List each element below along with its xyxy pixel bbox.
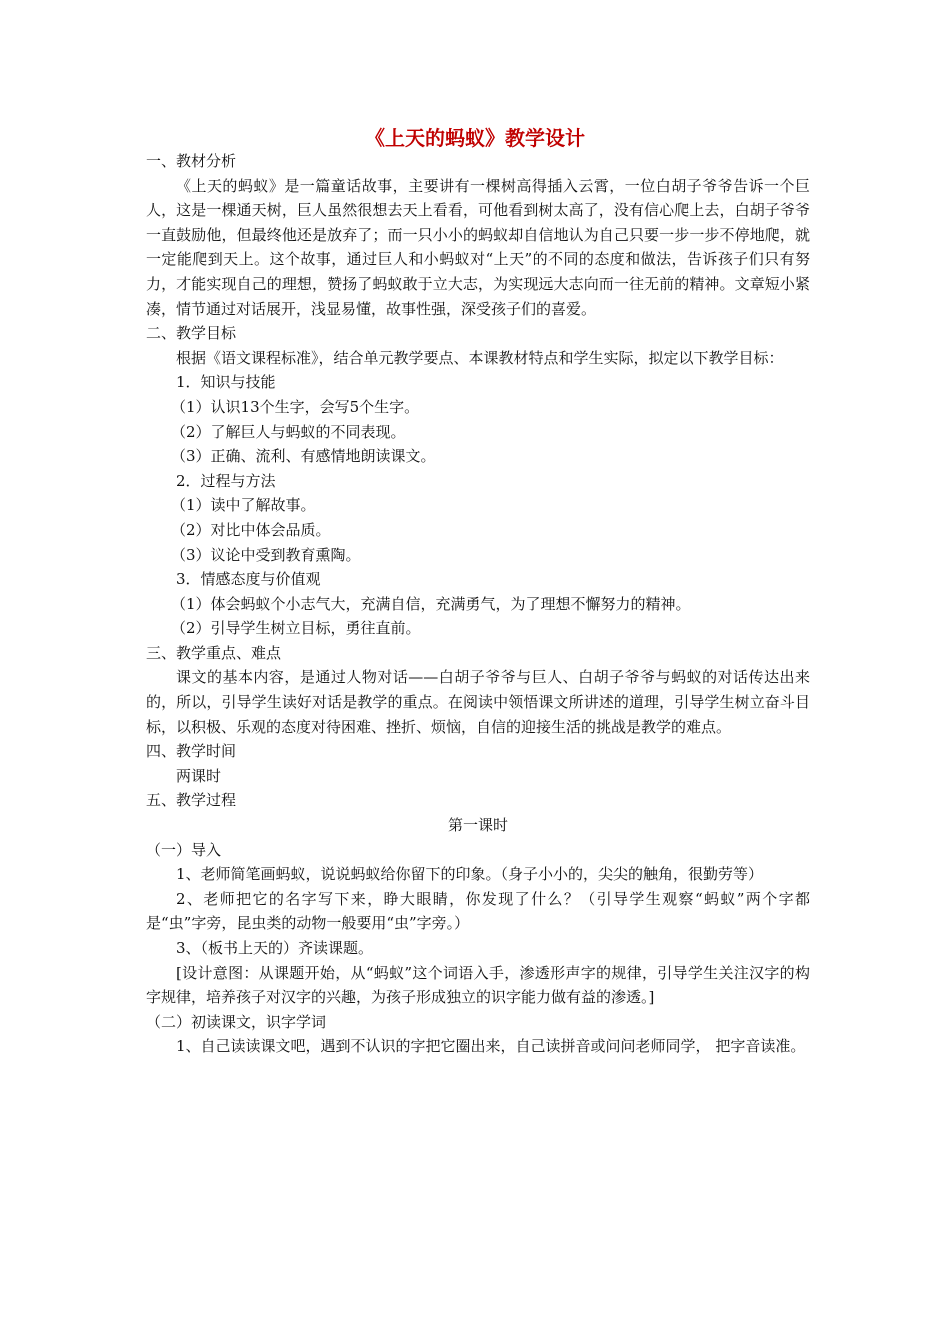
process-1-item: 1、老师简笔画蚂蚁，说说蚂蚁给你留下的印象。（身子小小的，尖尖的触角，很勤劳等）: [176, 865, 764, 884]
goal-1-item: （2）了解巨人与蚂蚁的不同表现。: [171, 422, 406, 441]
section-heading-2: 二、教学目标: [146, 324, 237, 343]
document-body: [146, 149, 810, 1059]
goal-2-item: （3）议论中受到教育熏陶。: [171, 545, 361, 564]
section-heading-3: 三、教学重点、难点: [146, 643, 282, 662]
section-2-paragraph: 根据《语文课程标准》，结合单元教学要点、本课教材特点和学生实际，拟定以下教学目标：: [176, 348, 784, 367]
goal-heading-3: 3．情感态度与价值观: [176, 570, 321, 589]
design-note: [设计意图：从课题开始，从“蚂蚁”这个词语入手，渗透形声字的规律，引导学生关注汉字的构字规律，培养孩子对汉字的兴趣，为孩子形成独立的识字能力做有益的渗透。]: [146, 963, 810, 1007]
process-1-item: 2、老师把它的名字写下来，睁大眼睛，你发现了什么？（引导学生观察“蚂蚁”两个字都是“虫”字旁，昆虫类的动物一般要用“虫”字旁。）: [146, 889, 810, 933]
goal-1-item: （3）正确、流利、有感情地朗读课文。: [171, 447, 436, 466]
goal-heading-1: 1．知识与技能: [176, 373, 276, 392]
section-heading-1: 一、教材分析: [146, 152, 237, 170]
process-2-item: 1、自己读读课文吧，遇到不认识的字把它圈出来，自己读拼音或问问老师同学， 把字音读准。: [176, 1037, 806, 1056]
goal-3-item: （2）引导学生树立目标，勇往直前。: [171, 619, 421, 638]
document-title: 《上天的蚂蚁》教学设计: [365, 126, 585, 150]
process-heading-1: （一）导入: [146, 840, 222, 859]
goal-3-item: （1）体会蚂蚁个小志气大，充满自信，充满勇气，为了理想不懈努力的精神。: [171, 594, 691, 613]
section-heading-4: 四、教学时间: [146, 742, 237, 761]
lesson-heading: 第一课时: [447, 816, 508, 835]
section-1-paragraph: 《上天的蚂蚁》是一篇童话故事，主要讲有一棵树高得插入云霄，一位白胡子爷爷告诉一个巨人，这是一棵通天树，巨人虽然很想去天上看看，可他看到树太高了，没有信心爬上去，白胡子爷爷一直鼓励他，但最终他还是放弃了；而一只小小的蚂蚁却自信地认为自己只要一步一步不停地爬，就一定能爬到天上。这个故事，通过巨人和小蚂蚁对“上天”的不同的态度和做法，告诉孩子们只有努力，才能实现自己的理想，赞扬了蚂蚁敢于立大志，为实现远大志向而一往无前的精神。文章短小紧凑，情节通过对话展开，浅显易懂，故事性强，深受孩子们的喜爱。: [146, 176, 810, 318]
section-3-paragraph: 课文的基本内容，是通过人物对话——白胡子爷爷与巨人、白胡子爷爷与蚂蚁的对话传达出来的，所以，引导学生读好对话是教学的重点。在阅读中领悟课文所讲述的道理，引导学生树立奋斗目标，以积极、乐观的态度对待困难、挫折、烦恼，自信的迎接生活的挑战是教学的难点。: [146, 668, 810, 736]
goal-2-item: （1）读中了解故事。: [171, 496, 316, 515]
process-heading-2: （二）初读课文，识字学词: [146, 1012, 327, 1031]
goal-2-item: （2）对比中体会品质。: [171, 520, 331, 539]
process-1-item: 3、（板书上天的）齐读课题。: [176, 939, 374, 957]
goal-1-item: （1）认识13个生字，会写5个生字。: [171, 397, 420, 416]
section-4-paragraph: 两课时: [176, 766, 222, 785]
goal-heading-2: 2．过程与方法: [176, 471, 276, 490]
section-heading-5: 五、教学过程: [146, 791, 237, 810]
